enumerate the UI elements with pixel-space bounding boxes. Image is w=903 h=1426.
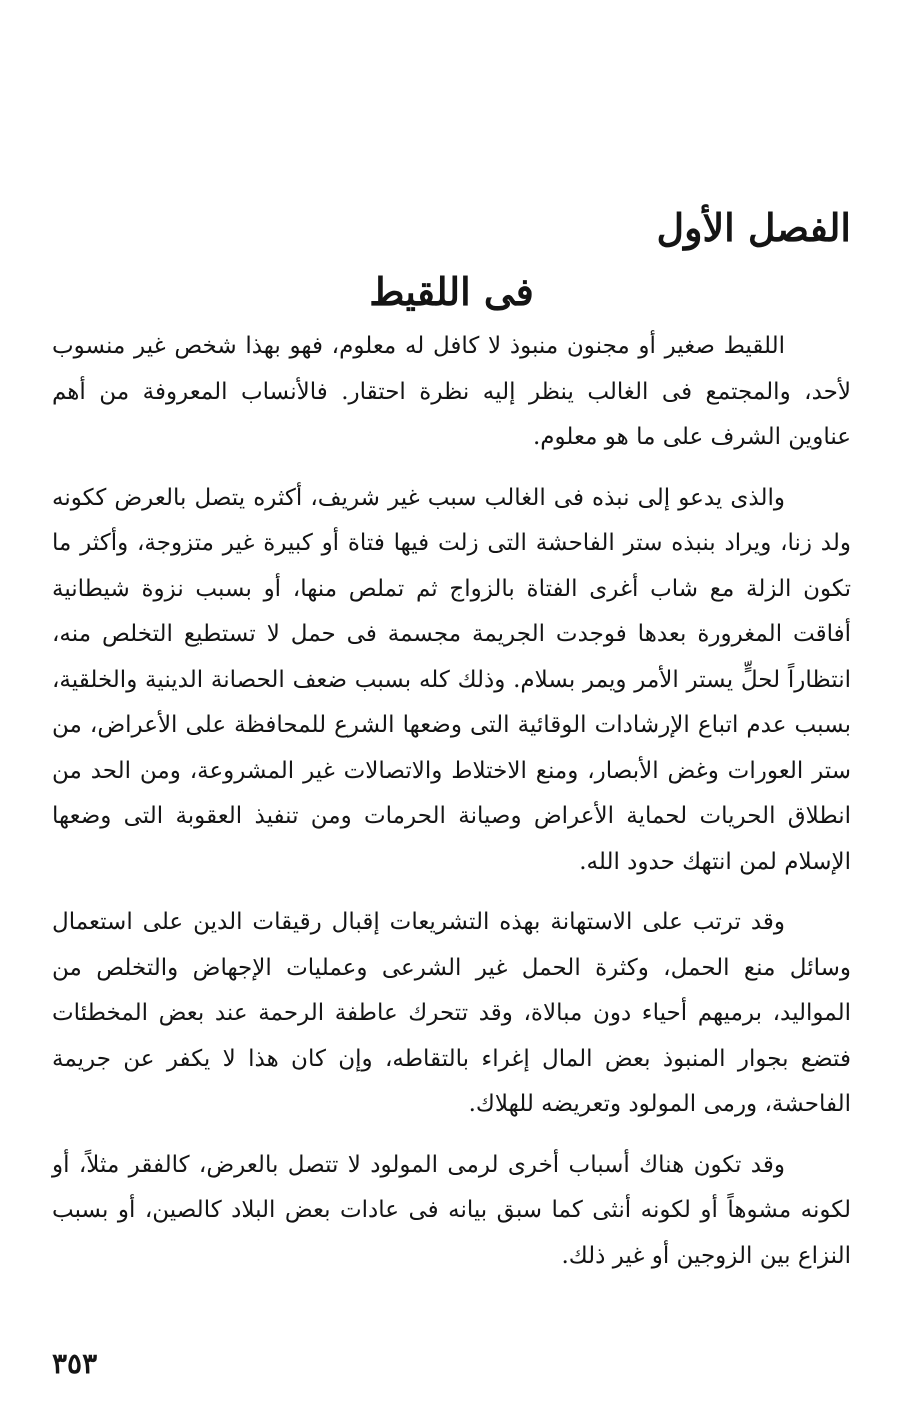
paragraph: وقد ترتب على الاستهانة بهذه التشريعات إقبال رقيقات الدين على استعمال وسائل منع الحمل، وكثرة الحمل غير الشرعى وعمليات الإجهاض والتخلص من المواليد، برميهم أحياء دون مبالاة، وقد تتحرك عاطفة الرحمة عند بعض المخطئات فتضع بجوار المنبوذ بعض المال إغراء بالتقاطه، وإن كان هذا لا يكفر عن جريمة الفاحشة، ورمى المولود وتعريضه للهلاك. [52,909,851,1117]
body-text [52,324,851,1294]
section-title: فى اللقيط [369,269,534,314]
page-number: ٣٥٣ [52,1347,98,1380]
paragraph: والذى يدعو إلى نبذه فى الغالب سبب غير شريف، أكثره يتصل بالعرض ككونه ولد زنا، ويراد بنبذه ستر الفاحشة التى زلت فيها فتاة أو كبيرة غير متزوجة، وأكثر ما تكون الزلة مع شاب أغرى الفتاة بالزواج ثم تملص منها، أو بسبب نزوة شيطانية أفاقت المغرورة بعدها فوجدت الجريمة مجسمة فى حمل لا تستطيع التخلص منه، انتظاراً لحلٍّ يستر الأمر ويمر بسلام. وذلك كله بسبب ضعف الحصانة الدينية والخلقية، بسبب عدم اتباع الإرشادات الوقائية التى وضعها الشرع للمحافظة على الأعراض، من ستر العورات وغض الأبصار، ومنع الاختلاط والاتصالات غير المشروعة، ومن الحد من انطلاق الحريات لحماية الأعراض وصيانة الحرمات ومن تنفيذ العقوبة التى وضعها الإسلام لمن انتهك حدود الله. [52,484,851,875]
chapter-title: الفصل الأول [656,205,851,250]
paragraph: اللقيط صغير أو مجنون منبوذ لا كافل له معلوم، فهو بهذا شخص غير منسوب لأحد، والمجتمع فى الغالب ينظر إليه نظرة احتقار. فالأنساب المعروفة من أهم عناوين الشرف على ما هو معلوم. [52,333,851,450]
paragraph: وقد تكون هناك أسباب أخرى لرمى المولود لا تتصل بالعرض، كالفقر مثلاً، أو لكونه مشوهاً أو لكونه أنثى كما سبق بيانه فى عادات بعض البلاد كالصين، أو بسبب النزاع بين الزوجين أو غير ذلك. [52,1151,851,1269]
